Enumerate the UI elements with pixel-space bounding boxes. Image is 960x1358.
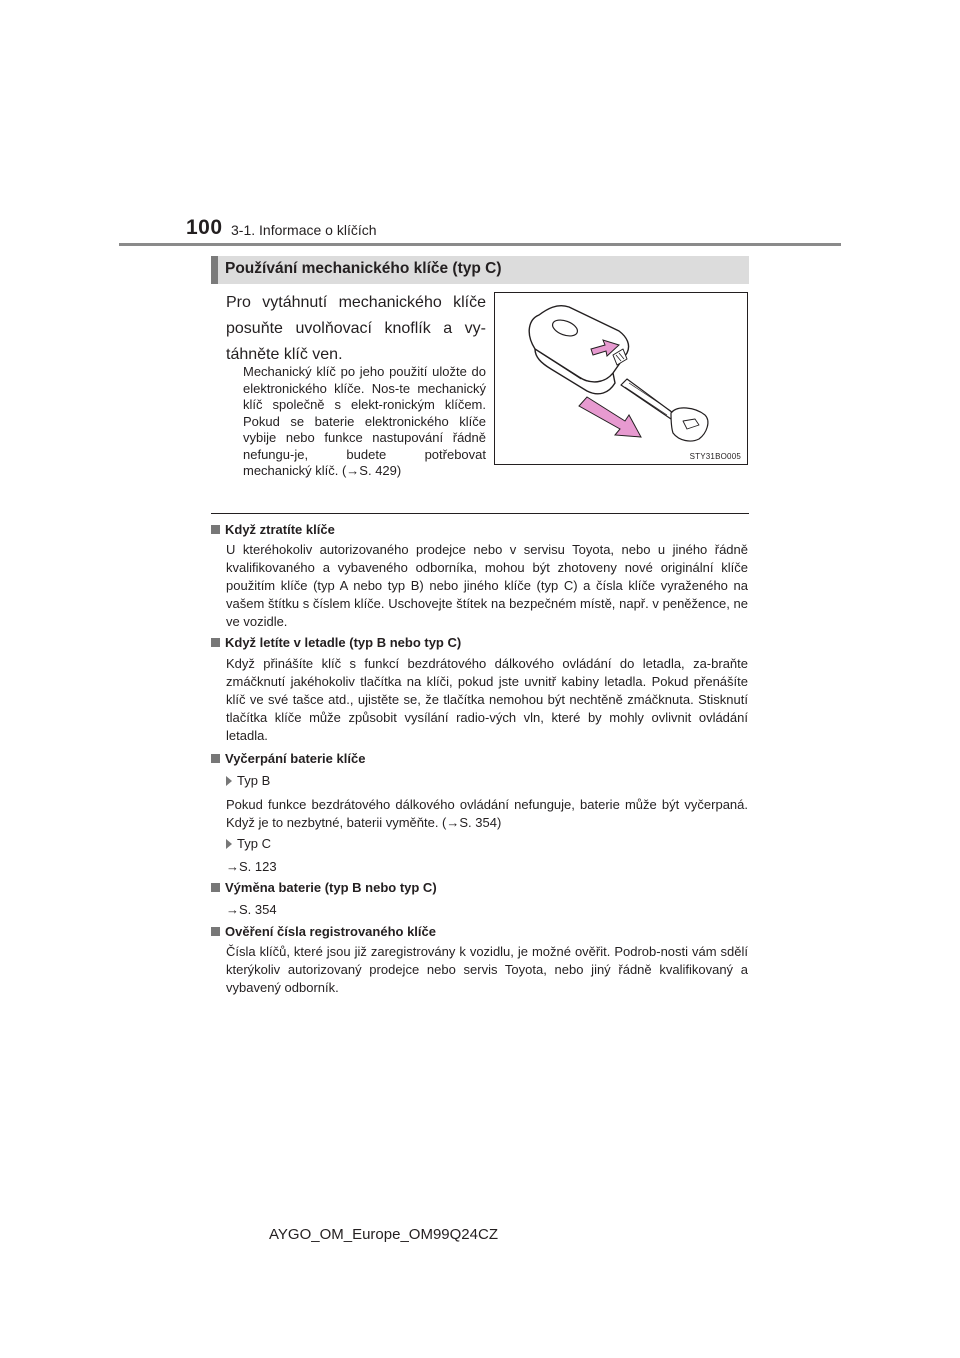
- topic-heading-lost-keys: [211, 522, 335, 537]
- figure-code: STY31BO005: [689, 452, 741, 461]
- subheading-type-b: [226, 773, 270, 788]
- square-bullet-icon: [211, 927, 220, 936]
- subheading-label: Typ C: [237, 836, 271, 851]
- section-divider: [211, 513, 749, 514]
- page-reference-type-c: →S. 123: [226, 859, 277, 874]
- topic-heading-airplane: [211, 635, 461, 650]
- subheading-label: Typ B: [237, 773, 271, 788]
- topic-heading-label: Výměna baterie (typ B nebo typ C): [225, 880, 437, 895]
- topic-heading-battery-replacement: [211, 880, 437, 895]
- topic-text-type-b: Pokud funkce bezdrátového dálkového ovládání nefunguje, baterie může být vyčerpaná. Když je to nezbytné, baterii vyměňte. (→S. 354): [226, 797, 748, 830]
- topic-text-lost-keys: U kteréhokoliv autorizovaného prodejce nebo v servisu Toyota, nebo u jiného řádně kvalifikovaného a vybaveného odborníka, mohou být zhotoveny nové originální klíče použitím klíče (typ A nebo typ B) nebo jiného klíče (typ C) a čísla klíče vyraženého na vašem štítku s číslem klíče. Uschovejte štítek na bezpečném místě, např. v peněžence, ne ve vozidle.: [226, 542, 748, 629]
- square-bullet-icon: [211, 638, 220, 647]
- section-heading-bar: [211, 256, 749, 284]
- topic-heading-battery-depletion: [211, 751, 365, 766]
- document-id: AYGO_OM_Europe_OM99Q24CZ: [269, 1226, 498, 1243]
- key-illustration: [494, 292, 748, 465]
- note-text: Mechanický klíč po jeho použití uložte do elektronického klíče. Nos-te mechanický klíč společně s elekt-ronickým klíčem. Pokud se baterie elektronického klíče vybije nebo funkce nastupování řádně nefungu-je, budete potřebovat mechanický klíč. (→S. 429): [243, 364, 486, 478]
- pull-direction-arrow-icon: [579, 397, 641, 437]
- triangle-bullet-icon: [226, 839, 232, 849]
- page-reference-battery-replacement: →S. 354: [226, 902, 277, 917]
- topic-heading-key-number-check: [211, 924, 436, 939]
- topic-heading-label: Vyčerpání baterie klíče: [225, 751, 366, 766]
- topic-heading-label: Ověření čísla registrovaného klíče: [225, 924, 436, 939]
- section-heading: Používání mechanického klíče (typ C): [225, 260, 502, 277]
- section-heading-marker: [211, 256, 218, 284]
- instruction-text: Pro vytáhnutí mechanického klíče posuňte uvolňovací knoflík a vy-táhněte klíč ven.: [226, 294, 486, 363]
- topic-heading-label: Když ztratíte klíče: [225, 522, 335, 537]
- topic-heading-label: Když letíte v letadle (typ B nebo typ C): [225, 635, 462, 650]
- square-bullet-icon: [211, 883, 220, 892]
- topic-text-airplane: Když přinášíte klíč s funkcí bezdrátového dálkového ovládání do letadla, za-braňte zmáčknutí jakéhokoliv tlačítka na klíči, pokud jste uvnitř kabiny letadla. Pokud přenášíte klíč ve své tašce atd., ujistěte se, že tlačítka nemohou být nechtěně zmáčknuta. Stisknutí tlačítka klíče může způsobit vysílání radio-vých vln, které by mohly ovlivnit ovládání letadla.: [226, 656, 748, 743]
- square-bullet-icon: [211, 525, 220, 534]
- subheading-type-c: [226, 836, 271, 851]
- square-bullet-icon: [211, 754, 220, 763]
- page-number: 100: [186, 216, 223, 239]
- header-divider: [119, 243, 841, 246]
- triangle-bullet-icon: [226, 776, 232, 786]
- chapter-title: 3-1. Informace o klíčích: [231, 222, 377, 238]
- mechanical-key-diagram: [495, 293, 749, 466]
- topic-text-key-number-check: Čísla klíčů, které jsou již zaregistrovány k vozidlu, je možné ověřit. Podrob-nosti vám sdělí kterýkoliv autorizovaný prodejce nebo servis Toyota, nebo jiný řádně kvalifikovaný a vybavený odborník.: [226, 944, 748, 995]
